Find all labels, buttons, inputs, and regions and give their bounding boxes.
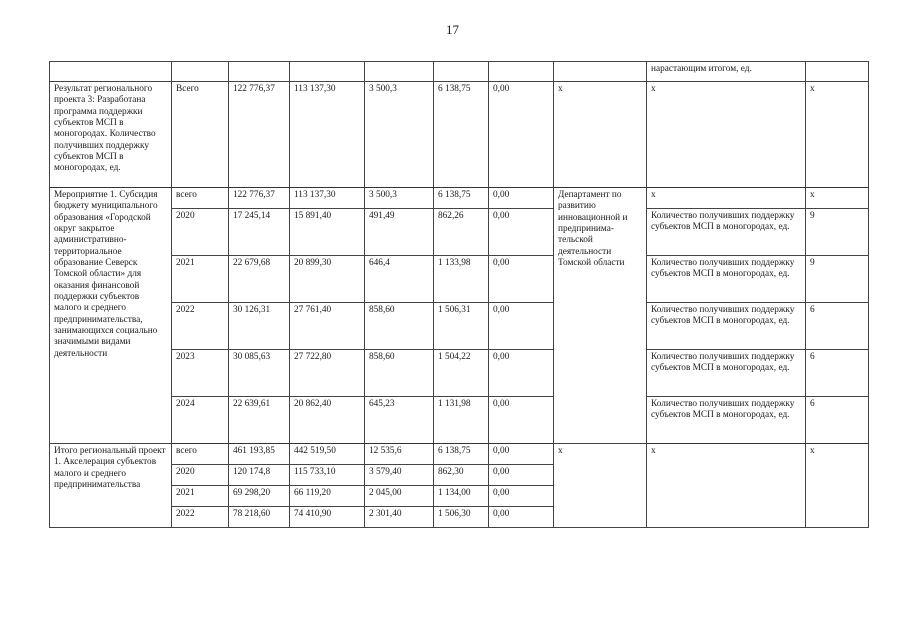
value-cell: х <box>806 188 869 209</box>
regional-cell: 646,4 <box>365 256 434 303</box>
total-cell: 78 218,60 <box>229 507 290 528</box>
measure-row <box>50 303 869 350</box>
indicator-cell: х <box>647 82 806 188</box>
other-cell: 0,00 <box>489 209 554 256</box>
value-cell: 6 <box>806 397 869 444</box>
total-cell: 22 639,61 <box>229 397 290 444</box>
federal-cell: 113 137,30 <box>290 82 365 188</box>
regional-cell: 3 500,3 <box>365 82 434 188</box>
value-cell: х <box>806 82 869 188</box>
indicator-cell: х <box>647 188 806 209</box>
federal-cell: 115 733,10 <box>290 465 365 486</box>
federal-cell: 74 410,90 <box>290 507 365 528</box>
total-cell: 22 679,68 <box>229 256 290 303</box>
other-cell: 0,00 <box>489 303 554 350</box>
local-cell: 862,26 <box>434 209 489 256</box>
other-cell: 0,00 <box>489 350 554 397</box>
federal-cell: 20 899,30 <box>290 256 365 303</box>
measure-row <box>50 188 869 209</box>
local-cell: 6 138,75 <box>434 444 489 465</box>
period-cell: Всего <box>172 82 229 188</box>
total-cell: 30 085,63 <box>229 350 290 397</box>
measure-row <box>50 209 869 256</box>
local-cell: 1 506,30 <box>434 507 489 528</box>
indicator-cell: Количество получивших поддержку субъектов МСП в моногородах, ед. <box>647 303 806 350</box>
regional-cell: 12 535,6 <box>365 444 434 465</box>
value-cell: 6 <box>806 303 869 350</box>
measure-executor: Департамент по развитию инновационной и предпринима-тельской деятельности Томской области <box>554 188 647 444</box>
regional-cell: 2 045,00 <box>365 486 434 507</box>
period-cell: 2022 <box>172 507 229 528</box>
other-cell: 0,00 <box>489 507 554 528</box>
other-cell: 0,00 <box>489 465 554 486</box>
local-cell: 1 506,31 <box>434 303 489 350</box>
regional-cell: 3 500,3 <box>365 188 434 209</box>
total-cell: 122 776,37 <box>229 188 290 209</box>
other-cell: 0,00 <box>489 397 554 444</box>
total-row <box>50 444 869 465</box>
local-cell: 1 131,98 <box>434 397 489 444</box>
local-cell: 862,30 <box>434 465 489 486</box>
local-cell: 1 133,98 <box>434 256 489 303</box>
federal-cell: 15 891,40 <box>290 209 365 256</box>
total-cell: 120 174,8 <box>229 465 290 486</box>
federal-cell: 66 119,20 <box>290 486 365 507</box>
total-name: Итого региональный проект 1. Акселерация субъектов малого и среднего предпринимательства <box>50 444 172 528</box>
federal-cell: 27 761,40 <box>290 303 365 350</box>
executor-cell: х <box>554 82 647 188</box>
value-cell: х <box>806 444 869 528</box>
federal-cell: 27 722,80 <box>290 350 365 397</box>
federal-cell: 442 519,50 <box>290 444 365 465</box>
local-cell: 1 134,00 <box>434 486 489 507</box>
period-cell: 2021 <box>172 486 229 507</box>
federal-cell: 113 137,30 <box>290 188 365 209</box>
value-cell: 9 <box>806 256 869 303</box>
total-cell: 17 245,14 <box>229 209 290 256</box>
total-cell: 122 776,37 <box>229 82 290 188</box>
measure-row <box>50 397 869 444</box>
value-cell: 9 <box>806 209 869 256</box>
federal-cell: 20 862,40 <box>290 397 365 444</box>
indicator-cell: Количество получивших поддержку субъектов МСП в моногородах, ед. <box>647 350 806 397</box>
total-cell: 69 298,20 <box>229 486 290 507</box>
period-cell: всего <box>172 188 229 209</box>
period-cell: 2020 <box>172 465 229 486</box>
other-cell: 0,00 <box>489 188 554 209</box>
total-cell: 461 193,85 <box>229 444 290 465</box>
period-cell: 2023 <box>172 350 229 397</box>
local-cell: 6 138,75 <box>434 188 489 209</box>
measure-name: Мероприятие 1. Субсидия бюджету муниципального образования «Городской округ закрытое административно-территориальное образование Северск Томской области» для оказания финансовой поддержки субъектов малого и среднего предпринимательства, занимающихся социально значимыми видами деятельности <box>50 188 172 444</box>
period-cell: 2020 <box>172 209 229 256</box>
other-cell: 0,00 <box>489 444 554 465</box>
executor-cell: х <box>554 444 647 528</box>
regional-cell: 2 301,40 <box>365 507 434 528</box>
other-cell: 0,00 <box>489 256 554 303</box>
indicator-cell: Количество получивших поддержку субъектов МСП в моногородах, ед. <box>647 209 806 256</box>
local-cell: 6 138,75 <box>434 82 489 188</box>
regional-cell: 491,49 <box>365 209 434 256</box>
result-name: Результат регионального проекта 3: Разработана программа поддержки субъектов МСП в моногородах. Количество получивших поддержку субъектов МСП в моногородах, ед. <box>50 82 172 188</box>
regional-cell: 645,23 <box>365 397 434 444</box>
local-cell: 1 504,22 <box>434 350 489 397</box>
budget-table <box>49 61 869 528</box>
period-cell: всего <box>172 444 229 465</box>
total-cell: 30 126,31 <box>229 303 290 350</box>
page-number: 17 <box>446 22 459 37</box>
period-cell: 2024 <box>172 397 229 444</box>
indicator-cell: Количество получивших поддержку субъектов МСП в моногородах, ед. <box>647 397 806 444</box>
regional-cell: 858,60 <box>365 350 434 397</box>
result-row <box>50 82 869 188</box>
regional-cell: 858,60 <box>365 303 434 350</box>
other-cell: 0,00 <box>489 82 554 188</box>
period-cell: 2022 <box>172 303 229 350</box>
indicator-cell: Количество получивших поддержку субъектов МСП в моногородах, ед. <box>647 256 806 303</box>
regional-cell: 3 579,40 <box>365 465 434 486</box>
period-cell: 2021 <box>172 256 229 303</box>
indicator-cell: нарастающим итогом, ед. <box>647 62 806 82</box>
measure-row <box>50 256 869 303</box>
indicator-cell: х <box>647 444 806 528</box>
continuation-row <box>50 62 869 82</box>
measure-row <box>50 350 869 397</box>
other-cell: 0,00 <box>489 486 554 507</box>
value-cell: 6 <box>806 350 869 397</box>
